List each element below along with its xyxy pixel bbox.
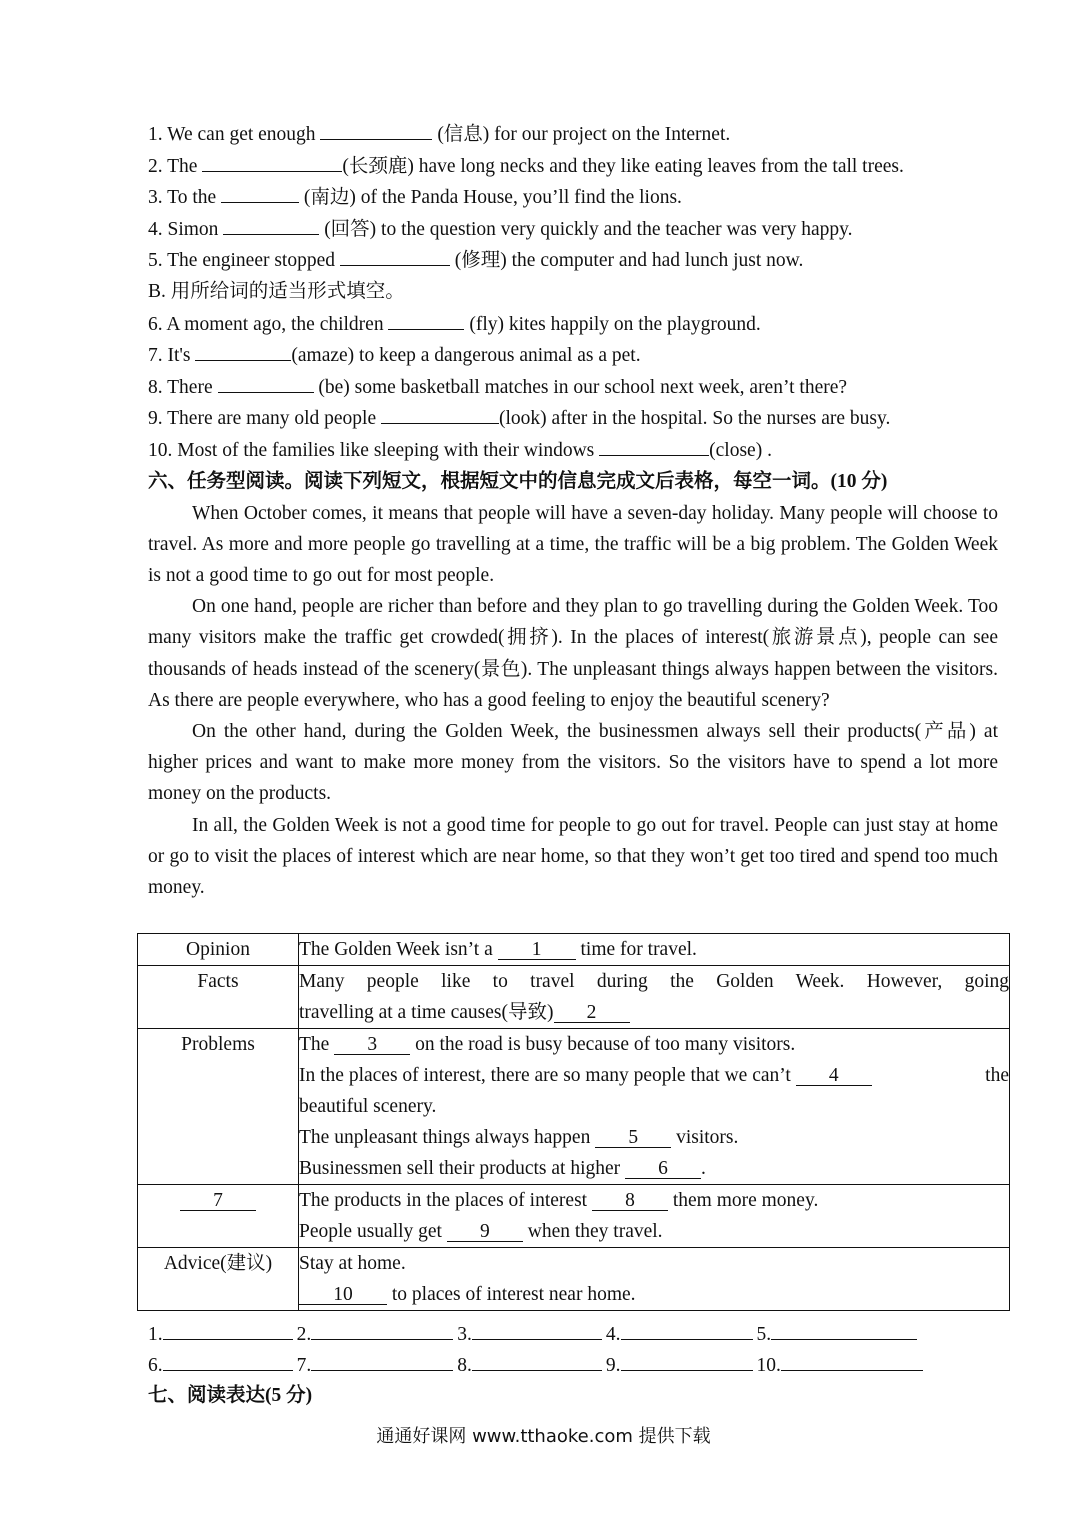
- task-reading-table: [137, 933, 1010, 1311]
- answer-row-1: [148, 1318, 1008, 1349]
- content-facts: [299, 966, 1010, 1029]
- answer-blank[interactable]: [221, 181, 299, 203]
- question-line: [148, 150, 998, 182]
- opinion-text-end: time for travel.: [575, 939, 697, 960]
- section-7-title: 七、阅读表达(5 分): [148, 1385, 313, 1406]
- question-hint: (修理) the computer and had lunch just now.: [449, 250, 804, 272]
- footer-watermark: 通通好课网 www.tthaoke.com 提供下载: [376, 1426, 711, 1447]
- blank-2[interactable]: 2: [554, 1001, 630, 1023]
- answer-blank[interactable]: [388, 308, 464, 330]
- answer-line[interactable]: [163, 1349, 293, 1371]
- problem-3-text-end: visitors.: [671, 1127, 739, 1148]
- advice-line-2: to places of interest near home.: [387, 1284, 636, 1305]
- answer-slot: [757, 1318, 918, 1350]
- passage-paragraph-4: In all, the Golden Week is not a good time for people to go out for travel. People can just stay at home or go to visit the places of interest which are near home, so that they won’t get too tired and spend too much money.: [148, 814, 998, 898]
- answer-blank[interactable]: [223, 213, 319, 235]
- answer-blank[interactable]: [599, 434, 709, 456]
- question-line: [148, 181, 998, 213]
- answer-line[interactable]: [311, 1349, 453, 1371]
- question-hint: (回答) to the question very quickly and the teacher was very happy.: [319, 218, 853, 240]
- question-text: 2. The: [148, 155, 203, 177]
- problem-4-text-end: .: [701, 1158, 706, 1179]
- answer-line[interactable]: [781, 1349, 923, 1371]
- answer-blank[interactable]: [202, 150, 342, 172]
- answer-line[interactable]: [771, 1318, 917, 1340]
- row-7-line-1: The products in the places of interest: [299, 1190, 592, 1211]
- answer-lines: [148, 1318, 1008, 1412]
- facts-line-2: travelling at a time causes(导致): [299, 1002, 554, 1023]
- answer-line[interactable]: [311, 1318, 453, 1340]
- question-hint: (look) after in the hospital. So the nurses are busy.: [499, 408, 891, 430]
- answer-slot: [297, 1318, 454, 1350]
- blank-9[interactable]: 9: [447, 1220, 523, 1242]
- part-a-questions: [148, 118, 998, 276]
- question-text: 8. There: [148, 376, 218, 398]
- question-hint: (be) some basketball matches in our school next week, aren’t there?: [313, 376, 848, 398]
- blank-4[interactable]: 4: [796, 1064, 872, 1086]
- blank-5[interactable]: 5: [595, 1126, 671, 1148]
- answer-number: 4.: [605, 1324, 621, 1345]
- question-hint: (fly) kites happily on the playground.: [464, 313, 761, 335]
- section-6-title: 六、任务型阅读。阅读下列短文，根据短文中的信息完成文后表格，每空一词。(10 分): [148, 470, 888, 492]
- table-row-problems: [138, 1029, 1010, 1185]
- label-problems: Problems: [138, 1029, 299, 1185]
- advice-line-1: Stay at home.: [299, 1253, 406, 1274]
- answer-number: 5.: [756, 1324, 772, 1345]
- answer-number: 2.: [296, 1324, 312, 1345]
- answer-blank[interactable]: [218, 371, 314, 393]
- blank-8[interactable]: 8: [592, 1189, 668, 1211]
- question-hint: (南边) of the Panda House, you’ll find the lions.: [299, 187, 682, 209]
- question-line: [148, 308, 998, 340]
- answer-number: 6.: [148, 1355, 163, 1376]
- question-text: 4. Simon: [148, 218, 224, 240]
- content-advice: [299, 1248, 1010, 1311]
- part-b-title: B. 用所给词的适当形式填空。: [148, 280, 405, 302]
- label-facts: Facts: [138, 966, 299, 1029]
- problem-3-text: The unpleasant things always happen: [299, 1127, 596, 1148]
- question-text: 10. Most of the families like sleeping with their windows: [148, 439, 600, 461]
- answer-number: 7.: [296, 1355, 312, 1376]
- answer-blank[interactable]: [320, 118, 432, 140]
- problem-2-line-2: beautiful scenery.: [299, 1096, 437, 1117]
- part-b-questions: [148, 308, 998, 466]
- answer-number: 8.: [457, 1355, 472, 1376]
- blank-3[interactable]: 3: [334, 1033, 410, 1055]
- row-7-line-1-end: them more money.: [667, 1190, 819, 1211]
- question-hint: (长颈鹿) have long necks and they like eating leaves from the tall trees.: [342, 155, 904, 177]
- question-text: 6. A moment ago, the children: [148, 313, 389, 335]
- label-row-7: [138, 1185, 299, 1248]
- content-row-7: [299, 1185, 1010, 1248]
- label-advice: Advice(建议): [138, 1248, 299, 1311]
- question-text: 7. It's: [148, 345, 196, 367]
- table-row-7: [138, 1185, 1010, 1248]
- content-problems: [299, 1029, 1010, 1185]
- question-hint: (close) .: [709, 439, 772, 461]
- answer-number: 1.: [148, 1324, 163, 1345]
- answer-line[interactable]: [621, 1349, 753, 1371]
- answer-number: 3.: [457, 1324, 472, 1345]
- question-hint: (信息) for our project on the Internet.: [432, 124, 731, 145]
- label-opinion: Opinion: [138, 934, 299, 966]
- table-row-facts: [138, 966, 1010, 1029]
- answer-slot: [457, 1349, 602, 1381]
- problem-2-text: In the places of interest, there are so many people that we can’t: [299, 1065, 796, 1086]
- answer-blank[interactable]: [340, 244, 450, 266]
- answer-line[interactable]: [621, 1318, 753, 1340]
- answer-slot: [297, 1349, 454, 1381]
- answer-line[interactable]: [472, 1318, 602, 1340]
- answer-slot: [148, 1349, 293, 1381]
- row-7-line-2-end: when they travel.: [522, 1221, 663, 1242]
- question-text: 5. The engineer stopped: [148, 250, 340, 272]
- blank-1[interactable]: 1: [498, 938, 576, 960]
- question-hint: (amaze) to keep a dangerous animal as a pet.: [291, 345, 641, 367]
- answer-row-2: [148, 1349, 1008, 1380]
- passage-paragraph-1: When October comes, it means that people will have a seven-day holiday. Many people will choose to travel. As more and more people go travelling at a time, the traffic will be a big problem. The Golden Week is not a good time to go out for most people.: [148, 502, 998, 586]
- passage-paragraph-3: On the other hand, during the Golden Week, the businessmen always sell their products(产品) at higher prices and want to make more money from the visitors. So the visitors have to spend a lot more money on the products.: [148, 720, 998, 805]
- answer-number: 9.: [605, 1355, 621, 1376]
- reading-passage: [148, 498, 998, 904]
- row-7-line-2: People usually get: [299, 1221, 447, 1242]
- answer-number: 10.: [756, 1355, 781, 1376]
- answer-slot: [606, 1318, 753, 1350]
- question-text: 3. To the: [148, 187, 222, 209]
- answer-blank[interactable]: [381, 402, 499, 424]
- opinion-text: The Golden Week isn’t a: [299, 939, 498, 960]
- blank-7[interactable]: 7: [180, 1189, 256, 1211]
- question-line: [148, 244, 998, 276]
- answer-blank[interactable]: [195, 339, 291, 361]
- question-line: [148, 339, 998, 371]
- blank-10[interactable]: 10: [299, 1283, 387, 1305]
- problem-1-text: The: [299, 1034, 335, 1055]
- content-opinion: [299, 934, 1010, 966]
- table-row-advice: [138, 1248, 1010, 1311]
- question-line: [148, 118, 998, 150]
- table-row-opinion: [138, 934, 1010, 966]
- question-line: [148, 434, 998, 466]
- facts-line-1: Many people like to travel during the Golden Week. However, going: [299, 971, 1009, 992]
- answer-slot: [606, 1349, 753, 1381]
- question-line: [148, 213, 998, 245]
- answer-slot: [757, 1349, 923, 1381]
- answer-line[interactable]: [472, 1349, 602, 1371]
- answer-line[interactable]: [163, 1318, 293, 1340]
- problem-2-text-end: the: [985, 1065, 1009, 1086]
- blank-6[interactable]: 6: [625, 1157, 701, 1179]
- question-line: [148, 402, 998, 434]
- answer-slot: [457, 1318, 602, 1350]
- problem-1-text-end: on the road is busy because of too many visitors.: [410, 1034, 796, 1055]
- question-line: [148, 371, 998, 403]
- worksheet-page: [148, 118, 998, 903]
- question-text: 1. We can get enough: [148, 124, 321, 145]
- answer-slot: [148, 1318, 293, 1350]
- problem-4-text: Businessmen sell their products at higher: [299, 1158, 626, 1179]
- question-text: 9. There are many old people: [148, 408, 382, 430]
- passage-paragraph-2: On one hand, people are richer than before and they plan to go travelling during the Golden Week. Too many visitors make the traffic get crowded(拥挤). In the places of interest(旅游景点), people can see thousands of heads instead of the scenery(景色). The unpleasant things always happen between the visitors. As there are people everywhere, who has a good feeling to enjoy the beautiful scenery?: [148, 596, 998, 711]
